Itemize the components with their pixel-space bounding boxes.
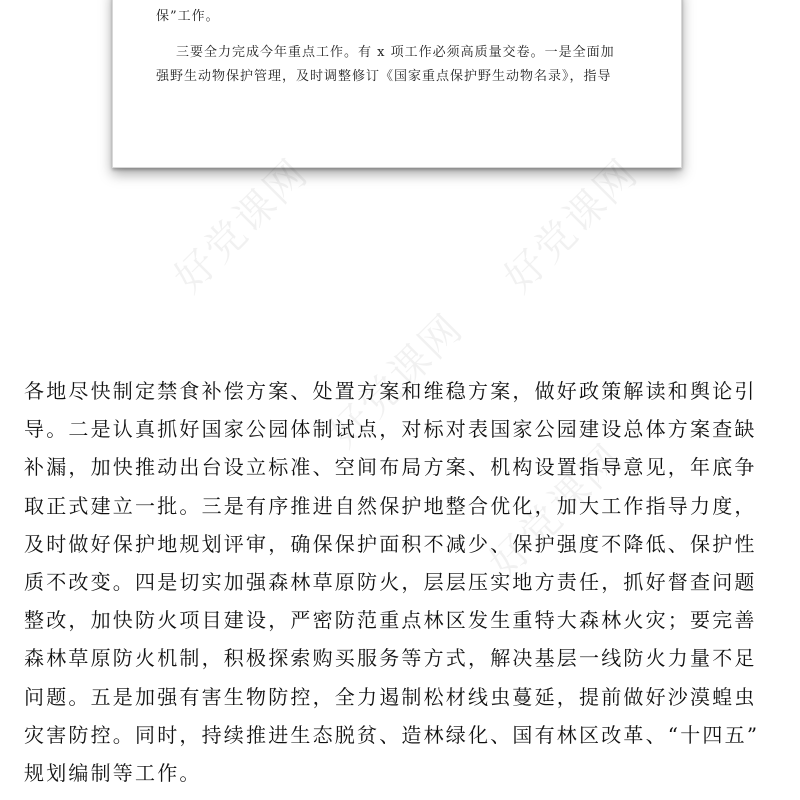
watermark: 好党课网 (480, 435, 633, 587)
watermark: 好党课网 (495, 150, 648, 302)
body-line: 灾害防控。同时，持续推进生态脱贫、造林绿化、国有林区改革、“十四五” (24, 722, 760, 747)
preview-line: 强野生动物保护管理，及时调整修订《国家重点保护野生动物名录》，指导 (156, 69, 612, 84)
body-line: 取正式建立一批。三是有序推进自然保护地整合优化，加大工作指导力度， (24, 493, 757, 518)
body-line: 质不改变。四是切实加强森林草原防火，层层压实地方责任，抓好督查问题 (24, 569, 757, 594)
body-line: 导。二是认真抓好国家公园体制试点，对标对表国家公园建设总体方案查缺 (24, 417, 757, 442)
watermark: 好党课网 (165, 150, 318, 302)
body-line: 问题。五是加强有害生物防控，全力遏制松材线虫蔓延，提前做好沙漠蝗虫 (24, 684, 757, 709)
preview-line: 保”工作。 (156, 9, 220, 24)
body-line: 规划编制等工作。 (24, 760, 202, 785)
body-line: 各地尽快制定禁食补偿方案、处置方案和维稳方案，做好政策解读和舆论引 (24, 379, 757, 403)
body-line: 及时做好保护地规划评审，确保保护面积不减少、保护强度不降低、保护性 (24, 531, 757, 556)
document-body (24, 372, 784, 792)
body-line: 整改，加快防火项目建设，严密防范重点林区发生重特大森林火灾；要完善 (24, 608, 757, 633)
body-line: 补漏，加快推动出台设立标准、空间布局方案、机构设置指导意见，年底争 (24, 455, 757, 480)
document-preview-card (112, 0, 682, 168)
watermark: 好党课网 (320, 305, 473, 457)
body-line: 森林草原防火机制，积极探索购买服务等方式，解决基层一线防火力量不足 (24, 646, 757, 671)
preview-line: 三要全力完成今年重点工作。有 x 项工作必须高质量交卷。一是全面加 (176, 45, 615, 60)
